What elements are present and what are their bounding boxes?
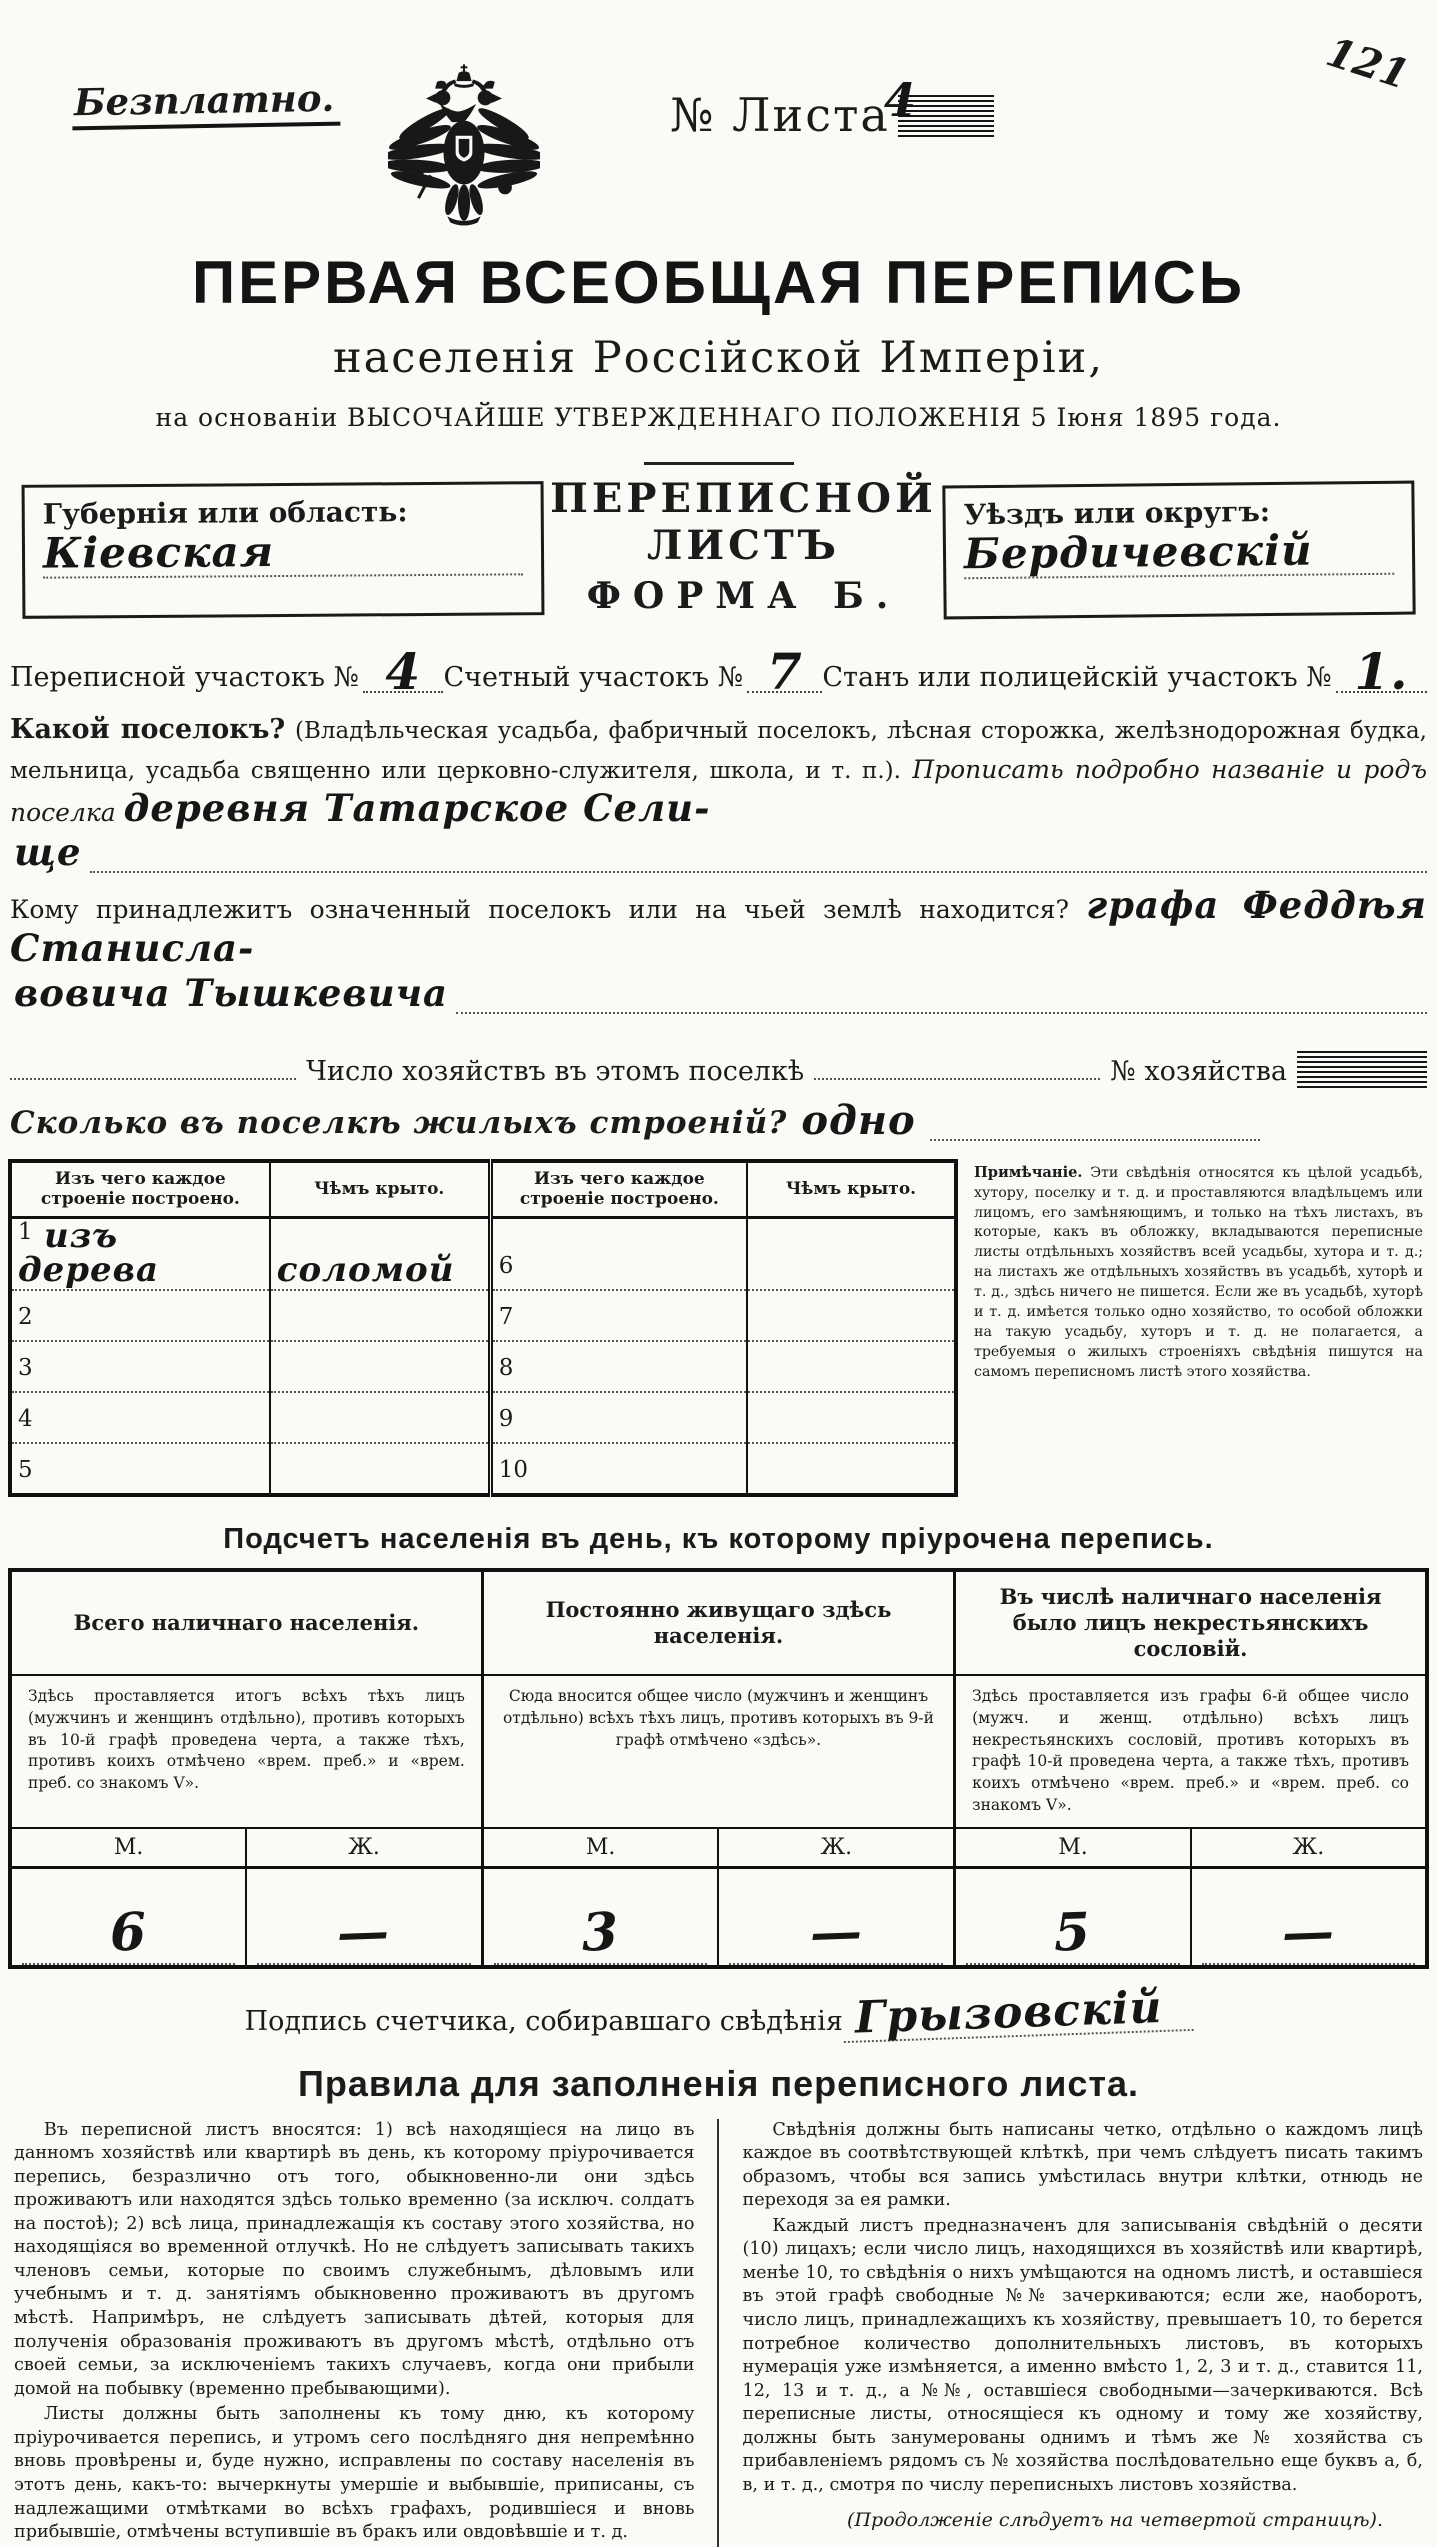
uezd-label: Уѣздъ или округъ: — [963, 495, 1271, 532]
census-precinct-value: 4 — [385, 642, 422, 701]
settlement-name-line2: ще — [14, 830, 82, 875]
built-cell — [490, 1443, 747, 1495]
covered-cell — [270, 1443, 491, 1495]
form-title: ПЕРЕПИСНОЙ ЛИСТЪ — [550, 475, 937, 569]
built-cell — [10, 1341, 270, 1392]
built-value: изъ дерева — [18, 1215, 160, 1290]
rules-columns — [14, 2119, 1423, 2547]
owner-value-line2-row — [10, 970, 1427, 1015]
pop-col-header-present: Всего наличнаго населенія. — [10, 1570, 482, 1676]
settlement-question-paragraph — [10, 709, 1427, 832]
legal-basis-line: на основаніи ВЫСОЧАЙШЕ УТВЕРЖДЕННАГО ПОЛОЖЕНІЯ 5 Іюня 1895 года. — [155, 403, 1282, 432]
census-precinct-label: Переписной участокъ № — [10, 662, 360, 693]
built-cell — [490, 1341, 747, 1392]
male-value-cell — [10, 1867, 246, 1967]
male-value: 5 — [1053, 1900, 1093, 1964]
continuation-note: (Продолженіе слѣдуетъ на четвертой страницѣ). — [847, 2508, 1383, 2531]
buildings-note — [958, 1159, 1429, 1497]
owner-question-paragraph — [10, 883, 1427, 973]
enumerator-signature-line — [0, 1981, 1437, 2044]
settlement-question: Какой поселокъ? — [10, 714, 286, 745]
buildings-table-header-row — [10, 1161, 956, 1217]
covered-cell — [747, 1290, 956, 1341]
pop-col-header-permanent: Постоянно живущаго здѣсь населенія. — [482, 1570, 954, 1676]
population-description-row — [10, 1675, 1427, 1827]
rules-paragraph: Каждый листъ предназначенъ для записыванія свѣдѣній о десяти (10) лицахъ; если число лицъ, находящихся въ хозяйствѣ или квартирѣ, менѣе 10, то свѣдѣнія о нихъ умѣщаются на одномъ листѣ, и оставшіеся въ этой графѣ свободные №№ зачеркиваются; если же, наоборотъ, число лицъ, принадлежащихъ къ хозяйству, превышаетъ 10, то берется потребное количество дополнительныхъ листовъ, въ которыхъ нумерація уже измѣняется, а именно вмѣсто 1, 2, 3 и т. д., ставится 11, 12, 13 и т. д., а №№, оставшіеся свободными—зачеркиваются. Всѣ переписные листы, относящіеся къ одному и тому же хозяйству, должны быть занумерованы однимъ и тѣмъ же № хозяйства съ прибавленіемъ рядомъ съ № хозяйства послѣдовательно еще буквъ а, б, в, и т. д., смотря по числу переписныхъ листовъ хозяйства. — [742, 2215, 1423, 2495]
corner-page-number: 121 — [1320, 28, 1415, 99]
rules-left-column — [14, 2119, 717, 2547]
counting-precinct-field — [747, 641, 822, 701]
covered-cell — [747, 1443, 956, 1495]
rules-title: Правила для заполненія переписного листа. — [297, 2062, 1140, 2104]
households-count-label: Число хозяйствъ въ этомъ поселкѣ — [306, 1055, 805, 1087]
dotted-leader — [930, 1133, 1260, 1141]
settlement-name-line2-row — [10, 830, 1427, 875]
owner-value-line1: графа Феддѣя Станисла- — [10, 883, 1427, 971]
built-cell — [10, 1217, 270, 1290]
population-section-title: Подсчетъ населенія въ день, къ которому пріурочена перепись. — [223, 1522, 1214, 1555]
female-header: Ж. — [718, 1828, 954, 1868]
households-line — [10, 1040, 1427, 1087]
row-number: 6 — [498, 1252, 514, 1279]
table-row — [10, 1392, 956, 1443]
title-divider — [644, 462, 794, 465]
census-title: ПЕРВАЯ ВСЕОБЩАЯ ПЕРЕПИСЬ — [192, 249, 1245, 316]
household-number-redaction — [1297, 1048, 1427, 1088]
covered-header: Чѣмъ крыто. — [270, 1161, 491, 1217]
covered-cell — [747, 1341, 956, 1392]
table-row — [10, 1217, 956, 1290]
male-header: М. — [482, 1828, 718, 1868]
buildings-section — [8, 1159, 1429, 1497]
row-number: 5 — [18, 1456, 33, 1483]
sheet-number-redaction — [883, 73, 994, 137]
precinct-line — [10, 641, 1427, 701]
rules-paragraph: Въ переписной листъ вносятся: 1) всѣ находящіеся на лицо въ данномъ хозяйствѣ или квартирѣ въ день, къ которому пріурочивается перепись, безразлично отъ того, обыкновенно-ли они здѣсь проживаютъ или находятся здѣсь только временно (за исключ. солдатъ на постоѣ); 2) всѣ лица, принадлежащія къ составу этого хозяйства, но находящіяся во временной отлучкѣ. Но не слѣдуетъ записывать такихъ членовъ семьи, которые по своимъ служебнымъ, дѣловымъ или учебнымъ и т. д. занятіямъ обыкновенно проживаютъ въ другомъ мѣстѣ. Напримѣръ, не слѣдуетъ записывать дѣтей, которыя для полученія образованія проживаютъ въ другомъ мѣстѣ, отдѣльно отъ своей семьи, за исключеніемъ такихъ случаевъ, когда они прибыли домой на побывку (временно пребывающими). — [14, 2119, 695, 2399]
buildings-answer: одно — [801, 1096, 916, 1144]
female-value-cell — [718, 1867, 954, 1967]
built-cell — [490, 1290, 747, 1341]
sheet-number — [670, 73, 994, 142]
built-cell — [490, 1217, 747, 1290]
male-header: М. — [955, 1828, 1191, 1868]
pop-col-header-nonpeasant: Въ числѣ наличнаго населенія было лицъ некрестьянскихъ сословій. — [955, 1570, 1427, 1676]
uezd-value: Бердичевскій — [964, 529, 1394, 580]
covered-cell — [747, 1217, 956, 1290]
population-sex-header-row — [10, 1828, 1427, 1868]
row-number: 9 — [498, 1405, 514, 1432]
population-table — [8, 1568, 1429, 1969]
male-value: 3 — [580, 1900, 621, 1964]
row-number: 8 — [498, 1354, 514, 1381]
row-number: 1 — [18, 1218, 33, 1245]
form-title-block — [544, 475, 943, 617]
household-number-label: № хозяйства — [1110, 1055, 1288, 1087]
police-precinct-label: Станъ или полицейскій участокъ № — [822, 662, 1332, 693]
table-row — [10, 1341, 956, 1392]
table-row — [10, 1443, 956, 1495]
imperial-double-eagle-icon — [388, 58, 540, 244]
male-value-cell — [955, 1867, 1191, 1967]
page-header — [0, 0, 1437, 248]
row-number: 7 — [498, 1303, 514, 1330]
table-row — [10, 1290, 956, 1341]
counting-precinct-label: Счетный участокъ № — [443, 662, 744, 693]
female-value: — — [336, 1900, 392, 1964]
buildings-table — [8, 1159, 958, 1497]
built-cell — [10, 1290, 270, 1341]
female-header: Ж. — [1191, 1828, 1427, 1868]
covered-value: соломой — [276, 1249, 455, 1290]
counting-precinct-value: 7 — [766, 642, 803, 701]
pop-col-description: Здѣсь проставляется изъ графы 6-й общее число (мужч. и женщ. отдѣльно) всѣхъ лицъ некрестьянскихъ сословій, противъ которыхъ въ графѣ 10-й проведена черта, а также тѣхъ, противъ коихъ отмѣчено «врем. преб.» и «врем. преб. со знакомъ V». — [955, 1675, 1427, 1827]
sheet-number-value: 4 — [883, 73, 917, 127]
female-value-cell — [1191, 1867, 1427, 1967]
pop-col-description: Здѣсь проставляется итогъ всѣхъ тѣхъ лицъ (мужчинъ и женщинъ отдѣльно), противъ которыхъ въ 10-й графѣ проведена черта, а также тѣхъ, противъ коихъ отмѣчено «врем. преб.» и «врем. преб. со знакомъ V». — [10, 1675, 482, 1827]
female-value: — — [1280, 1900, 1336, 1964]
covered-header: Чѣмъ крыто. — [747, 1161, 956, 1217]
pop-col-description: Сюда вносится общее число (мужчинъ и женщинъ отдѣльно) всѣхъ тѣхъ лицъ, противъ которыхъ въ 9-й графѣ отмѣчено «здѣсь». — [482, 1675, 954, 1827]
built-header: Изъ чего каждое строеніе построено. — [490, 1161, 747, 1217]
covered-cell — [270, 1341, 491, 1392]
female-value: — — [808, 1900, 864, 1964]
female-value-cell — [246, 1867, 482, 1967]
settlement-instruction: Прописать подробно названіе и родъ поселка — [10, 754, 1427, 827]
rules-paragraph: Листы должны быть заполнены къ тому дню, къ которому пріурочивается перепись, и утромъ сего послѣдняго дня непремѣнно вновь провѣрены и, буде нужно, исправлены по составу населенія въ этотъ день, какъ-то: вычеркнуты умершіе и выбывшіе, приписаны, съ надлежащими отмѣтками во всѣхъ графахъ, родившіеся и вновь прибывшіе, отмѣчены вступившіе въ бракъ или овдовѣвшіе и т. д. — [14, 2404, 695, 2543]
note-text: Эти свѣдѣнія относятся къ цѣлой усадьбѣ, хутору, поселку и т. д. и проставляются владѣльцемъ или лицомъ, его замѣняющимъ, и только на тѣхъ листахъ, въ которые, какъ въ обложку, вкладываются переписные листы отдѣльныхъ хозяйствъ всей усадьбы, хутора и т. д.; на листахъ же отдѣльныхъ хозяйствъ въ усадьбѣ, хуторѣ и т. д., здѣсь ничего не пишется. Если же въ усадьбѣ, хуторѣ и т. д. имѣется только одно хозяйство, то особой обложки на такую усадьбу, хуторъ и т. д. не полагается, а требуемыя о жилыхъ строеніяхъ свѣдѣнія пишутся на самомъ переписномъ листѣ этого хозяйства. — [974, 1164, 1423, 1380]
built-cell — [490, 1392, 747, 1443]
police-precinct-field — [1336, 641, 1427, 701]
built-header: Изъ чего каждое строеніе построено. — [10, 1161, 270, 1217]
buildings-question-line — [10, 1096, 1427, 1144]
covered-cell — [270, 1217, 491, 1290]
form-subtitle: ФОРМА Б. — [586, 575, 901, 617]
population-header-row — [10, 1570, 1427, 1676]
census-subtitle: населенія Россійской Имперіи, — [332, 333, 1105, 383]
gubernia-value: Кіевская — [43, 529, 523, 578]
dotted-leader — [90, 865, 1427, 873]
dotted-leader — [10, 1072, 296, 1080]
free-of-charge-label: Безплатно. — [72, 76, 341, 131]
population-values-row — [10, 1867, 1427, 1967]
uezd-box — [942, 481, 1415, 620]
male-header: М. — [10, 1828, 246, 1868]
covered-cell — [270, 1290, 491, 1341]
sheet-number-label: № Листа — [670, 88, 890, 142]
covered-cell — [270, 1392, 491, 1443]
enumerator-signature-value: Грызовскій — [842, 1984, 1193, 2042]
row-number: 10 — [498, 1456, 529, 1483]
male-value-cell — [482, 1867, 718, 1967]
row-number: 3 — [18, 1354, 33, 1381]
gubernia-box — [22, 481, 545, 619]
form-header-row — [22, 475, 1415, 617]
row-number: 4 — [18, 1405, 33, 1432]
rules-right-column — [717, 2119, 1424, 2547]
note-label: Примѣчаніе. — [974, 1163, 1083, 1181]
rules-paragraph: Свѣдѣнія должны быть написаны четко, отдѣльно о каждомъ лицѣ каждое въ соотвѣтствующей клѣткѣ, при чемъ слѣдуетъ писать такимъ образомъ, чтобы вся запись умѣстилась внутри клѣтки, отнюдь не переходя за ея рамки. — [742, 2119, 1423, 2211]
households-count-field — [814, 1072, 1100, 1080]
row-number: 2 — [18, 1303, 33, 1330]
police-precinct-value: 1. — [1354, 642, 1409, 701]
dotted-leader — [456, 1006, 1427, 1014]
settlement-hint: (Владѣльческая усадьба, фабричный поселокъ, лѣсная сторожка, желѣзнодорожная будка, мельница, усадьба священно или церковно-служителя, школа, и т. п.). — [10, 718, 1427, 784]
built-cell — [10, 1392, 270, 1443]
owner-question: Кому принадлежитъ означенный поселокъ или на чьей землѣ находится? — [10, 895, 1069, 925]
census-precinct-field — [363, 641, 443, 701]
covered-cell — [747, 1392, 956, 1443]
female-header: Ж. — [246, 1828, 482, 1868]
male-value: 6 — [108, 1900, 149, 1964]
settlement-name-line1: деревня Татарское Сели- — [123, 785, 711, 830]
enumerator-signature-label: Подпись счетчика, собиравшаго свѣдѣнія — [244, 2005, 843, 2037]
owner-value-line2: вовича Тышкевича — [14, 970, 449, 1015]
gubernia-label: Губернія или область: — [42, 495, 408, 531]
built-cell — [10, 1443, 270, 1495]
buildings-question: Сколько въ поселкѣ жилыхъ строеній? — [10, 1104, 788, 1141]
